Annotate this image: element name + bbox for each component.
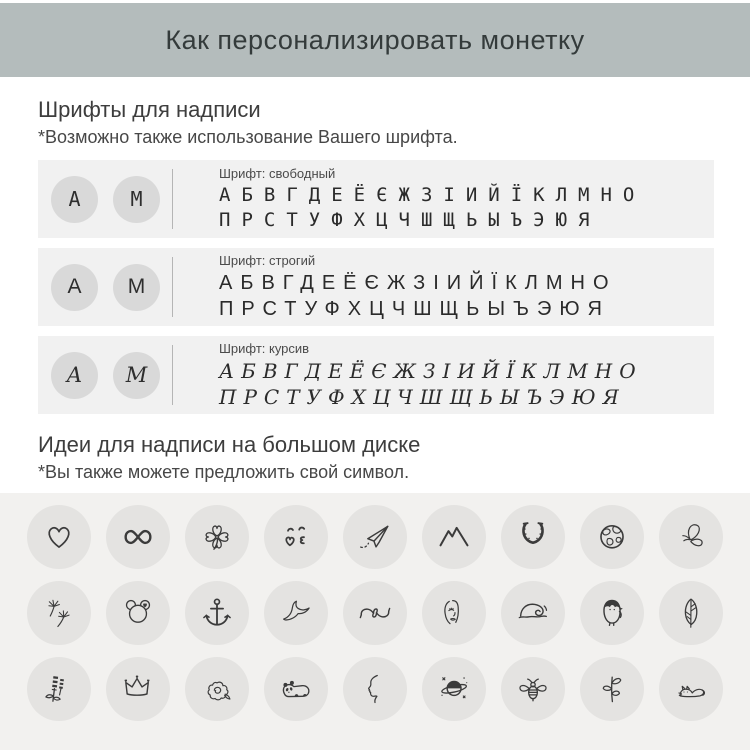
fonts-section-title: Шрифты для надписи xyxy=(38,97,261,122)
panda-icon xyxy=(277,670,315,708)
line-face-icon xyxy=(435,594,473,632)
alphabet-line-1: АБВГДЕЁЄЖЗІИЙЇКЛМНО xyxy=(219,271,617,294)
header-bar xyxy=(0,3,750,77)
horseshoe-icon xyxy=(514,518,552,556)
font-row-cursive xyxy=(38,336,714,414)
clover-icon xyxy=(198,518,236,556)
symbol-ideas-grid xyxy=(0,505,750,721)
ideas-section-title: Идеи для надписи на большом диске xyxy=(38,432,421,457)
font-sample xyxy=(219,341,643,410)
anchor-icon xyxy=(198,594,236,632)
pinky-promise-icon xyxy=(356,594,394,632)
symbol-panda xyxy=(264,657,328,721)
alphabet-line-1: АБВГДЕЁЄЖЗІИЙЇКЛМНО xyxy=(219,358,643,383)
symbol-globe xyxy=(580,505,644,569)
symbol-mountains xyxy=(422,505,486,569)
font-name-label: Шрифт: курсив xyxy=(219,340,310,356)
symbol-pinky-promise xyxy=(343,581,407,645)
symbol-infinity xyxy=(106,505,170,569)
swallow-icon xyxy=(277,594,315,632)
letter-sample-a: А xyxy=(51,352,98,399)
alphabet-line-2: ПРСТУФХЦЧШЩЬЫЪЭЮЯ xyxy=(219,208,601,231)
cat-icon xyxy=(672,670,710,708)
divider xyxy=(172,345,173,405)
wave-icon xyxy=(514,594,552,632)
heart-icon xyxy=(40,518,78,556)
symbol-cat xyxy=(659,657,723,721)
letter-badges xyxy=(51,264,160,311)
symbol-paper-plane xyxy=(343,505,407,569)
saturn-icon xyxy=(435,670,473,708)
symbol-dandelion xyxy=(27,581,91,645)
crown-icon xyxy=(119,670,157,708)
letter-sample-a: А xyxy=(51,176,98,223)
mickey-heart-icon xyxy=(119,594,157,632)
lavender-icon xyxy=(40,670,78,708)
bee-icon xyxy=(514,670,552,708)
paper-plane-icon xyxy=(356,518,394,556)
font-name-label: Шрифт: строгий xyxy=(219,252,316,268)
symbol-swallow xyxy=(264,581,328,645)
letter-sample-m: М xyxy=(113,176,160,223)
alphabet-line-2: ПРСТУФХЦЧШЩЬЫЪЭЮЯ xyxy=(219,297,610,320)
font-name-label: Шрифт: свободный xyxy=(219,165,336,181)
symbol-anchor xyxy=(185,581,249,645)
symbol-horseshoe xyxy=(501,505,565,569)
symbol-profile-face xyxy=(343,657,407,721)
symbol-clover xyxy=(185,505,249,569)
peony-icon xyxy=(198,670,236,708)
letter-badges xyxy=(51,352,160,399)
symbol-kiss-face xyxy=(264,505,328,569)
letter-sample-a: А xyxy=(51,264,98,311)
symbol-saturn xyxy=(422,657,486,721)
letter-badges xyxy=(51,176,160,223)
penguin-icon xyxy=(593,594,631,632)
symbol-heart xyxy=(27,505,91,569)
fonts-section xyxy=(0,77,750,424)
dandelion-icon xyxy=(40,594,78,632)
symbol-peony xyxy=(185,657,249,721)
font-sample xyxy=(219,253,617,322)
globe-icon xyxy=(593,518,631,556)
symbol-wave xyxy=(501,581,565,645)
symbol-sprig xyxy=(580,657,644,721)
alphabet-line-1: АБВГДЕЁЄЖЗІИЙЇКЛМНО xyxy=(219,183,646,206)
divider xyxy=(172,169,173,229)
symbol-bee xyxy=(501,657,565,721)
infinity-icon xyxy=(119,518,157,556)
symbol-mickey-heart xyxy=(106,581,170,645)
fonts-section-note: *Возможно также использование Вашего шрифта. xyxy=(38,127,458,147)
ideas-section xyxy=(0,424,750,493)
divider xyxy=(172,257,173,317)
symbol-butterfly xyxy=(659,505,723,569)
symbol-ideas-area xyxy=(0,493,750,750)
mountains-icon xyxy=(435,518,473,556)
letter-sample-m: М xyxy=(113,352,160,399)
feather-icon xyxy=(672,594,710,632)
symbol-lavender xyxy=(27,657,91,721)
profile-face-icon xyxy=(356,670,394,708)
font-row-strict xyxy=(38,248,714,326)
symbol-penguin xyxy=(580,581,644,645)
butterfly-icon xyxy=(672,518,710,556)
alphabet-line-2: ПРСТУФХЦЧШЩЬЫЪЭЮЯ xyxy=(219,384,626,409)
font-sample xyxy=(219,166,645,232)
letter-sample-m: М xyxy=(113,264,160,311)
symbol-line-face xyxy=(422,581,486,645)
symbol-feather xyxy=(659,581,723,645)
font-row-free xyxy=(38,160,714,238)
symbol-crown xyxy=(106,657,170,721)
kiss-face-icon xyxy=(277,518,315,556)
page-title: Как персонализировать монетку xyxy=(165,24,585,55)
ideas-section-note: *Вы также можете предложить свой символ. xyxy=(38,462,410,482)
sprig-icon xyxy=(593,670,631,708)
